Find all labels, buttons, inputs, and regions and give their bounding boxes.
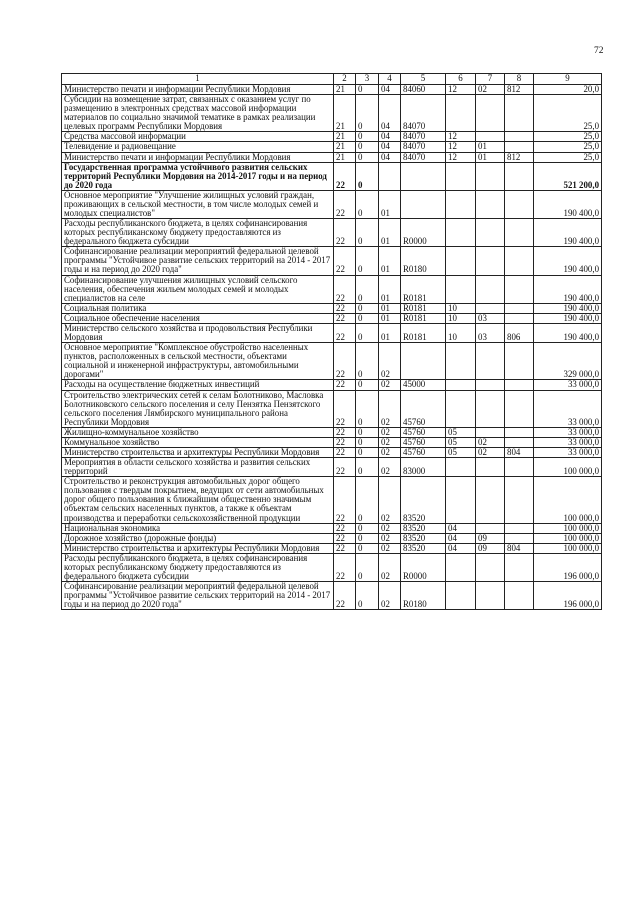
column-header: 4 [379, 74, 401, 85]
code-col-3: 0 [356, 543, 379, 553]
code-col-3: 0 [356, 437, 379, 447]
code-col-6 [446, 582, 476, 610]
code-col-7 [476, 582, 505, 610]
code-col-4: 04 [379, 132, 401, 142]
code-col-8 [505, 275, 534, 303]
table-row [62, 477, 602, 523]
code-col-3: 0 [356, 275, 379, 303]
code-col-6: 12 [446, 152, 476, 162]
code-col-4: 04 [379, 152, 401, 162]
code-col-7: 03 [476, 313, 505, 323]
code-col-7 [476, 523, 505, 533]
code-col-3: 0 [356, 458, 379, 477]
code-col-2: 22 [334, 219, 356, 247]
code-col-6 [446, 219, 476, 247]
row-name: Жилищно-коммунальное хозяйство [62, 427, 334, 437]
code-col-6: 10 [446, 313, 476, 323]
table-row [62, 323, 602, 342]
code-col-7: 01 [476, 152, 505, 162]
code-col-7 [476, 553, 505, 581]
table-row [62, 85, 602, 95]
code-col-3: 0 [356, 152, 379, 162]
code-col-4: 01 [379, 313, 401, 323]
code-col-7 [476, 132, 505, 142]
code-col-3: 0 [356, 447, 379, 457]
row-amount: 25,0 [534, 95, 602, 132]
code-col-6 [446, 190, 476, 218]
code-col-2: 22 [334, 390, 356, 427]
code-col-3: 0 [356, 95, 379, 132]
table-row [62, 380, 602, 390]
code-col-8 [505, 427, 534, 437]
row-amount: 190 400,0 [534, 323, 602, 342]
row-name: Телевидение и радиовещание [62, 142, 334, 152]
table-row [62, 582, 602, 610]
code-col-4: 01 [379, 247, 401, 275]
column-header: 8 [505, 74, 534, 85]
row-name: Софинансирование улучшения жилищных условий сельского населения, обеспечения жильем молодых семей и молодых специалистов на селе [62, 275, 334, 303]
row-amount: 190 400,0 [534, 247, 602, 275]
code-col-2: 21 [334, 85, 356, 95]
code-col-5: 83520 [401, 543, 446, 553]
row-amount: 100 000,0 [534, 477, 602, 523]
code-col-8 [505, 95, 534, 132]
code-col-5: 45000 [401, 380, 446, 390]
code-col-3: 0 [356, 303, 379, 313]
code-col-8 [505, 437, 534, 447]
code-col-8 [505, 553, 534, 581]
code-col-6: 10 [446, 303, 476, 313]
code-col-7: 09 [476, 543, 505, 553]
code-col-8 [505, 523, 534, 533]
code-col-6: 05 [446, 437, 476, 447]
code-col-3: 0 [356, 85, 379, 95]
row-amount: 190 400,0 [534, 313, 602, 323]
code-col-3: 0 [356, 427, 379, 437]
code-col-3: 0 [356, 343, 379, 380]
code-col-2: 22 [334, 458, 356, 477]
code-col-7 [476, 247, 505, 275]
code-col-2: 21 [334, 132, 356, 142]
row-name: Дорожное хозяйство (дорожные фонды) [62, 533, 334, 543]
table-row [62, 152, 602, 162]
column-header: 3 [356, 74, 379, 85]
column-header: 9 [534, 74, 602, 85]
table-row [62, 427, 602, 437]
code-col-8 [505, 477, 534, 523]
code-col-5: R0180 [401, 582, 446, 610]
table-row [62, 553, 602, 581]
row-name: Министерство строительства и архитектуры Республики Мордовия [62, 543, 334, 553]
code-col-2: 22 [334, 343, 356, 380]
code-col-7 [476, 95, 505, 132]
code-col-3: 0 [356, 523, 379, 533]
code-col-7 [476, 275, 505, 303]
row-amount: 20,0 [534, 85, 602, 95]
code-col-5: 84070 [401, 152, 446, 162]
code-col-3: 0 [356, 477, 379, 523]
row-name: Строительство и реконструкция автомобильных дорог общего пользования с твердым покрытием, ведущих от сети автомобильных дорог общего пользования к ближайшим общественно значимым объектам сельских населенных пунктов, а также к объектам производства и переработки сельскохозяйственной продукции [62, 477, 334, 523]
row-name: Социальное обеспечение населения [62, 313, 334, 323]
code-col-4: 01 [379, 303, 401, 313]
code-col-2: 22 [334, 543, 356, 553]
code-col-8: 812 [505, 85, 534, 95]
code-col-8: 812 [505, 152, 534, 162]
code-col-6: 12 [446, 85, 476, 95]
row-name: Министерство печати и информации Республики Мордовия [62, 152, 334, 162]
code-col-2: 22 [334, 275, 356, 303]
code-col-7 [476, 390, 505, 427]
table-row [62, 543, 602, 553]
code-col-5: 45760 [401, 427, 446, 437]
code-col-4: 01 [379, 190, 401, 218]
code-col-4: 02 [379, 543, 401, 553]
row-name: Национальная экономика [62, 523, 334, 533]
code-col-5: R0181 [401, 275, 446, 303]
code-col-3: 0 [356, 313, 379, 323]
table-row [62, 313, 602, 323]
code-col-6: 05 [446, 447, 476, 457]
code-col-5: 84070 [401, 142, 446, 152]
row-amount: 100 000,0 [534, 523, 602, 533]
code-col-6 [446, 380, 476, 390]
code-col-2: 21 [334, 152, 356, 162]
code-col-6 [446, 162, 476, 190]
code-col-7: 02 [476, 437, 505, 447]
code-col-4: 01 [379, 323, 401, 342]
table-row [62, 142, 602, 152]
table-row [62, 447, 602, 457]
budget-table [61, 73, 602, 610]
row-name: Министерство сельского хозяйства и продовольствия Республики Мордовия [62, 323, 334, 342]
code-col-7: 03 [476, 323, 505, 342]
code-col-8: 804 [505, 447, 534, 457]
code-col-4: 01 [379, 219, 401, 247]
code-col-2: 22 [334, 303, 356, 313]
code-col-5: R0000 [401, 553, 446, 581]
row-name: Мероприятия в области сельского хозяйства и развития сельских территорий [62, 458, 334, 477]
row-amount: 196 000,0 [534, 553, 602, 581]
row-name: Расходы на осуществление бюджетных инвестиций [62, 380, 334, 390]
code-col-7 [476, 303, 505, 313]
code-col-6 [446, 458, 476, 477]
code-col-5: 84060 [401, 85, 446, 95]
code-col-6 [446, 553, 476, 581]
code-col-6 [446, 390, 476, 427]
code-col-2: 22 [334, 247, 356, 275]
code-col-6: 12 [446, 132, 476, 142]
code-col-8 [505, 343, 534, 380]
row-amount: 190 400,0 [534, 219, 602, 247]
code-col-4: 04 [379, 85, 401, 95]
code-col-5: R0181 [401, 323, 446, 342]
code-col-4: 02 [379, 553, 401, 581]
code-col-7 [476, 343, 505, 380]
row-name: Средства массовой информации [62, 132, 334, 142]
code-col-5: R0181 [401, 313, 446, 323]
code-col-7: 09 [476, 533, 505, 543]
code-col-8: 804 [505, 543, 534, 553]
code-col-8 [505, 132, 534, 142]
code-col-5: 83000 [401, 458, 446, 477]
table-row [62, 533, 602, 543]
code-col-8 [505, 142, 534, 152]
code-col-5 [401, 343, 446, 380]
code-col-4: 02 [379, 477, 401, 523]
row-name: Субсидии на возмещение затрат, связанных с оказанием услуг по размещению в электронных средствах массовой информации материалов по социально значимой тематике в рамках реализации целевых программ Республики Мордовия [62, 95, 334, 132]
column-header: 5 [401, 74, 446, 85]
code-col-6 [446, 247, 476, 275]
code-col-8 [505, 533, 534, 543]
code-col-5: 83520 [401, 533, 446, 543]
row-amount: 25,0 [534, 132, 602, 142]
column-header: 7 [476, 74, 505, 85]
row-amount: 100 000,0 [534, 533, 602, 543]
code-col-2: 22 [334, 582, 356, 610]
code-col-4: 04 [379, 142, 401, 152]
code-col-6: 05 [446, 427, 476, 437]
code-col-6 [446, 343, 476, 380]
row-amount: 190 400,0 [534, 275, 602, 303]
code-col-8 [505, 247, 534, 275]
row-name: Строительство электрических сетей к селам Болотниково, Масловка Болотниковского сельского поселения и селу Пензятка Пензятского сельского поселения Лямбирского муниципального района Республики Мордовия [62, 390, 334, 427]
row-name: Расходы республиканского бюджета, в целях софинансирования которых республиканскому бюджету предоставляются из федерального бюджета субсидии [62, 553, 334, 581]
row-amount: 100 000,0 [534, 458, 602, 477]
code-col-4: 02 [379, 380, 401, 390]
table-header-row [62, 74, 602, 85]
code-col-6: 04 [446, 533, 476, 543]
code-col-7 [476, 477, 505, 523]
code-col-3: 0 [356, 247, 379, 275]
column-header: 2 [334, 74, 356, 85]
code-col-5 [401, 162, 446, 190]
row-amount: 33 000,0 [534, 427, 602, 437]
code-col-3: 0 [356, 190, 379, 218]
row-name: Министерство строительства и архитектуры Республики Мордовия [62, 447, 334, 457]
code-col-2: 22 [334, 447, 356, 457]
code-col-4: 02 [379, 343, 401, 380]
table-row [62, 219, 602, 247]
code-col-8 [505, 313, 534, 323]
code-col-2: 22 [334, 313, 356, 323]
code-col-8 [505, 219, 534, 247]
table-row [62, 162, 602, 190]
code-col-7: 01 [476, 142, 505, 152]
code-col-8 [505, 162, 534, 190]
row-amount: 33 000,0 [534, 390, 602, 427]
row-amount: 100 000,0 [534, 543, 602, 553]
code-col-3: 0 [356, 533, 379, 543]
table-row [62, 303, 602, 313]
table-row [62, 437, 602, 447]
code-col-5: 83520 [401, 477, 446, 523]
code-col-3: 0 [356, 553, 379, 581]
code-col-2: 21 [334, 142, 356, 152]
table-row [62, 190, 602, 218]
row-amount: 521 200,0 [534, 162, 602, 190]
row-name: Коммунальное хозяйство [62, 437, 334, 447]
code-col-7 [476, 380, 505, 390]
row-name: Основное мероприятие "Комплексное обустройство населенных пунктов, расположенных в сельской местности, объектами социальной и инженерной инфраструктуры, автомобильными дорогами" [62, 343, 334, 380]
code-col-4: 02 [379, 458, 401, 477]
row-amount: 196 000,0 [534, 582, 602, 610]
code-col-5 [401, 190, 446, 218]
code-col-2: 22 [334, 553, 356, 581]
code-col-8 [505, 380, 534, 390]
row-amount: 25,0 [534, 152, 602, 162]
code-col-4: 02 [379, 582, 401, 610]
code-col-2: 22 [334, 437, 356, 447]
code-col-5: 45760 [401, 437, 446, 447]
code-col-4: 02 [379, 447, 401, 457]
row-amount: 33 000,0 [534, 447, 602, 457]
row-name: Социальная политика [62, 303, 334, 313]
row-name: Софинансирование реализации мероприятий федеральной целевой программы "Устойчивое развитие сельских территорий на 2014 - 2017 годы и на период до 2020 года" [62, 582, 334, 610]
code-col-4: 02 [379, 437, 401, 447]
code-col-6: 04 [446, 543, 476, 553]
page-number: 72 [594, 46, 604, 56]
code-col-6 [446, 95, 476, 132]
code-col-2: 22 [334, 323, 356, 342]
code-col-8 [505, 458, 534, 477]
code-col-7: 02 [476, 85, 505, 95]
table-row [62, 95, 602, 132]
column-header: 1 [62, 74, 334, 85]
code-col-4: 02 [379, 523, 401, 533]
row-amount: 25,0 [534, 142, 602, 152]
column-header: 6 [446, 74, 476, 85]
code-col-5: 45760 [401, 447, 446, 457]
code-col-2: 22 [334, 162, 356, 190]
table-row [62, 275, 602, 303]
code-col-8 [505, 303, 534, 313]
row-amount: 190 400,0 [534, 303, 602, 313]
code-col-2: 22 [334, 533, 356, 543]
code-col-3: 0 [356, 390, 379, 427]
code-col-3: 0 [356, 323, 379, 342]
code-col-7 [476, 219, 505, 247]
code-col-4: 04 [379, 95, 401, 132]
code-col-6: 12 [446, 142, 476, 152]
code-col-7 [476, 427, 505, 437]
table-row [62, 132, 602, 142]
code-col-6 [446, 477, 476, 523]
code-col-4: 02 [379, 533, 401, 543]
code-col-6: 04 [446, 523, 476, 533]
code-col-5: 83520 [401, 523, 446, 533]
code-col-2: 22 [334, 190, 356, 218]
code-col-8 [505, 582, 534, 610]
code-col-4: 02 [379, 390, 401, 427]
code-col-4: 01 [379, 275, 401, 303]
row-name: Софинансирование реализации мероприятий федеральной целевой программы "Устойчивое развитие сельских территорий на 2014 - 2017 годы и на период до 2020 года" [62, 247, 334, 275]
code-col-7 [476, 458, 505, 477]
table-row [62, 390, 602, 427]
table-row [62, 343, 602, 380]
code-col-7: 02 [476, 447, 505, 457]
code-col-2: 22 [334, 477, 356, 523]
code-col-4: 02 [379, 427, 401, 437]
code-col-2: 21 [334, 95, 356, 132]
table-row [62, 458, 602, 477]
row-name: Министерство печати и информации Республики Мордовия [62, 85, 334, 95]
row-amount: 33 000,0 [534, 380, 602, 390]
code-col-8: 806 [505, 323, 534, 342]
code-col-2: 22 [334, 427, 356, 437]
row-amount: 33 000,0 [534, 437, 602, 447]
row-name: Государственная программа устойчивого развития сельских территорий Республики Мордовия на 2014-2017 годы и на период до 2020 года [62, 162, 334, 190]
code-col-7 [476, 162, 505, 190]
code-col-5: 84070 [401, 95, 446, 132]
row-name: Основное мероприятие "Улучшение жилищных условий граждан, проживающих в сельской местности, в том числе молодых семей и молодых специалистов" [62, 190, 334, 218]
code-col-3: 0 [356, 132, 379, 142]
row-amount: 190 400,0 [534, 190, 602, 218]
table-row [62, 523, 602, 533]
code-col-3: 0 [356, 582, 379, 610]
code-col-5: R0180 [401, 247, 446, 275]
code-col-4 [379, 162, 401, 190]
code-col-6 [446, 275, 476, 303]
code-col-7 [476, 190, 505, 218]
code-col-5: 45760 [401, 390, 446, 427]
code-col-2: 22 [334, 523, 356, 533]
code-col-3: 0 [356, 380, 379, 390]
row-amount: 329 000,0 [534, 343, 602, 380]
code-col-3: 0 [356, 219, 379, 247]
code-col-8 [505, 190, 534, 218]
row-name: Расходы республиканского бюджета, в целях софинансирования которых республиканскому бюджету предоставляются из федерального бюджета субсидии [62, 219, 334, 247]
code-col-8 [505, 390, 534, 427]
code-col-5: 84070 [401, 132, 446, 142]
table-row [62, 247, 602, 275]
code-col-5: R0181 [401, 303, 446, 313]
code-col-5: R0000 [401, 219, 446, 247]
code-col-2: 22 [334, 380, 356, 390]
code-col-3: 0 [356, 162, 379, 190]
code-col-3: 0 [356, 142, 379, 152]
code-col-6: 10 [446, 323, 476, 342]
